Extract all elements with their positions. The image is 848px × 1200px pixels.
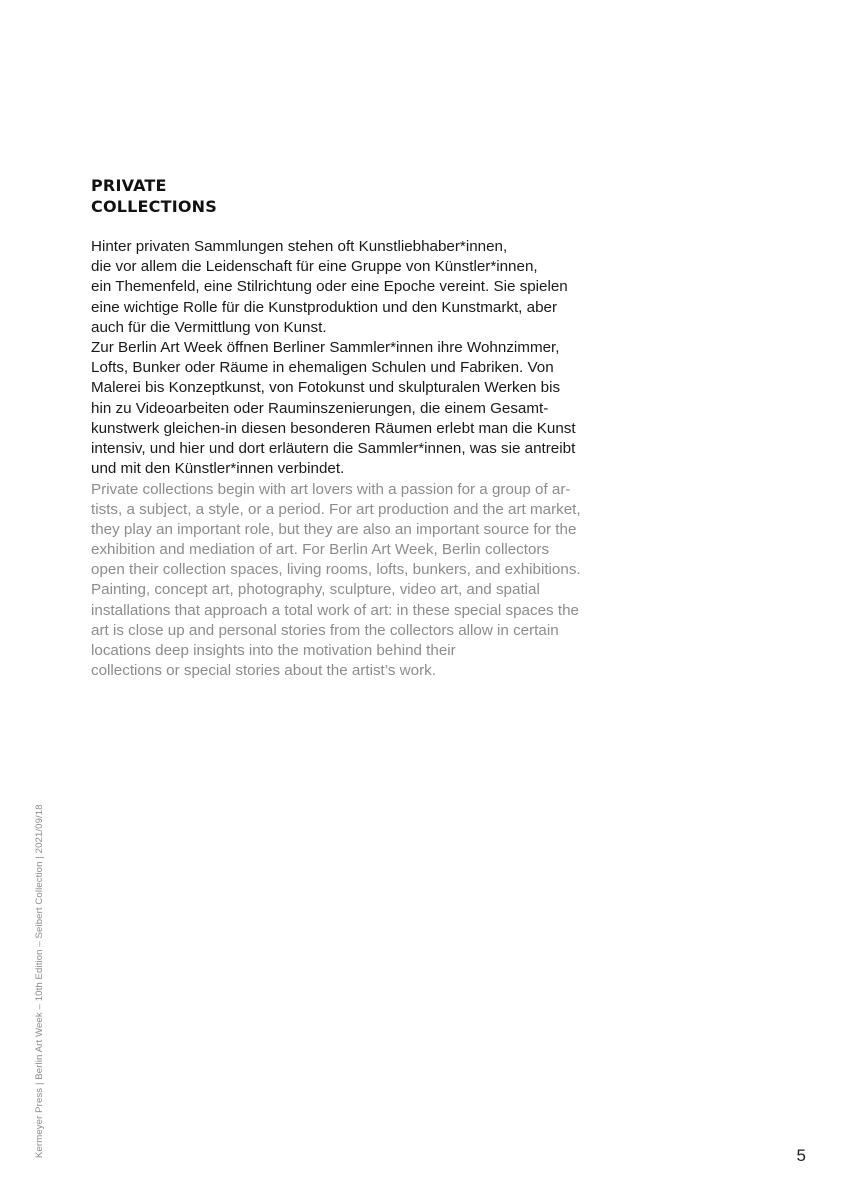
page-number: 5: [796, 1146, 806, 1165]
english-line: art is close up and personal stories from the collectors allow in certain: [91, 621, 559, 639]
english-line: Painting, concept art, photography, sculpture, video art, and spatial: [91, 581, 540, 599]
german-line: auch für die Vermittlung von Kunst.: [91, 318, 327, 336]
heading-line: COLLECTIONS: [91, 197, 217, 216]
german-line: und mit den Künstler*innen verbindet.: [91, 460, 345, 478]
heading-line: PRIVATE: [91, 176, 167, 195]
side-publication-note: Kermeyer Press | Berlin Art Week – 10th Edition – Seibert Collection | 2021/09/18: [34, 804, 45, 1158]
german-line: hin zu Videoarbeiten oder Rauminszenierungen, die einem Gesamt-: [91, 399, 549, 417]
english-paragraph: [91, 480, 581, 681]
german-line: Lofts, Bunker oder Räume in ehemaligen Schulen und Fabriken. Von: [91, 359, 554, 377]
english-line: locations deep insights into the motivation behind their: [91, 641, 456, 659]
german-line: eine wichtige Rolle für die Kunstproduktion und den Kunstmarkt, aber: [91, 298, 558, 316]
english-line: tists, a subject, a style, or a period. For art production and the art market,: [91, 501, 581, 519]
german-line: Zur Berlin Art Week öffnen Berliner Sammler*innen ihre Wohnzimmer,: [91, 339, 560, 357]
english-line: Private collections begin with art lovers with a passion for a group of ar-: [91, 481, 571, 498]
section-heading: [91, 175, 217, 217]
german-line: ein Themenfeld, eine Stilrichtung oder eine Epoche vereint. Sie spielen: [91, 278, 568, 296]
german-line: kunstwerk gleichen-in diesen besonderen Räumen erlebt man die Kunst: [91, 419, 576, 437]
german-line: intensiv, und hier und dort erläutern die Sammler*innen, was sie antreibt: [91, 440, 576, 458]
german-paragraph: [91, 237, 576, 479]
english-line: they play an important role, but they are also an important source for the: [91, 521, 577, 539]
german-line: Malerei bis Konzeptkunst, von Fotokunst und skulpturalen Werken bis: [91, 379, 561, 397]
english-line: open their collection spaces, living rooms, lofts, bunkers, and exhibitions.: [91, 561, 581, 579]
english-line: installations that approach a total work of art: in these special spaces the: [91, 601, 579, 619]
german-line: die vor allem die Leidenschaft für eine Gruppe von Künstler*innen,: [91, 258, 538, 276]
english-line: exhibition and mediation of art. For Berlin Art Week, Berlin collectors: [91, 541, 550, 559]
english-line: collections or special stories about the artist’s work.: [91, 661, 436, 679]
german-line: Hinter privaten Sammlungen stehen oft Kunstliebhaber*innen,: [91, 238, 508, 255]
